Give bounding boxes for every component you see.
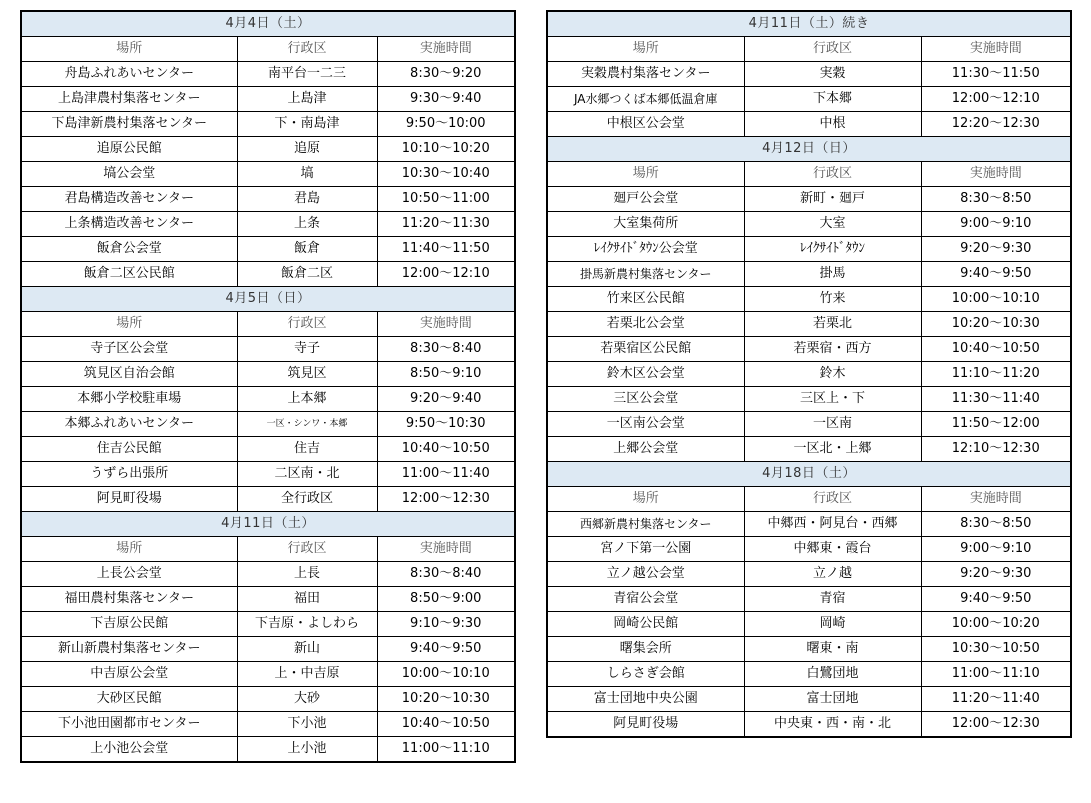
time-cell: 11:40～11:50 xyxy=(377,237,515,262)
district-cell: 下吉原・よしわら xyxy=(237,612,377,637)
district-cell: 一区南 xyxy=(744,412,921,437)
time-cell: 11:50～12:00 xyxy=(921,412,1071,437)
place-cell: 塙公会堂 xyxy=(21,162,237,187)
col-header-place: 場所 xyxy=(21,312,237,337)
time-cell: 11:30～11:50 xyxy=(921,62,1071,87)
date-header: 4月4日（土） xyxy=(21,11,515,37)
place-cell: 新山新農村集落センター xyxy=(21,637,237,662)
place-cell: 岡崎公民館 xyxy=(547,612,744,637)
col-header-time: 実施時間 xyxy=(377,37,515,62)
district-cell: 君島 xyxy=(237,187,377,212)
time-cell: 8:30～8:50 xyxy=(921,187,1071,212)
time-cell: 11:00～11:10 xyxy=(921,662,1071,687)
table-row xyxy=(21,687,515,712)
district-cell: 飯倉 xyxy=(237,237,377,262)
col-header-place: 場所 xyxy=(547,162,744,187)
place-cell: 富士団地中央公園 xyxy=(547,687,744,712)
time-cell: 11:20～11:30 xyxy=(377,212,515,237)
table-row xyxy=(547,612,1071,637)
place-cell: 中根区公会堂 xyxy=(547,112,744,137)
time-cell: 8:30～9:20 xyxy=(377,62,515,87)
table-row xyxy=(21,612,515,637)
table-row xyxy=(21,587,515,612)
place-cell: 寺子区公会堂 xyxy=(21,337,237,362)
table-row xyxy=(21,237,515,262)
district-cell: 曙東・南 xyxy=(744,637,921,662)
table-row xyxy=(21,87,515,112)
table-row xyxy=(547,412,1071,437)
place-cell: 鈴木区公会堂 xyxy=(547,362,744,387)
place-cell: 本郷ふれあいセンター xyxy=(21,412,237,437)
district-cell: 南平台一二三 xyxy=(237,62,377,87)
section-apr18 xyxy=(547,462,1071,738)
time-cell: 9:20～9:30 xyxy=(921,562,1071,587)
district-cell: 上島津 xyxy=(237,87,377,112)
time-cell: 10:30～10:50 xyxy=(921,637,1071,662)
district-cell: 追原 xyxy=(237,137,377,162)
col-header-time: 実施時間 xyxy=(377,312,515,337)
table-row xyxy=(21,137,515,162)
place-cell: 若栗北公会堂 xyxy=(547,312,744,337)
time-cell: 9:40～9:50 xyxy=(921,587,1071,612)
time-cell: 12:00～12:10 xyxy=(377,262,515,287)
section-apr4 xyxy=(21,11,515,287)
place-cell: 阿見町役場 xyxy=(21,487,237,512)
time-cell: 9:40～9:50 xyxy=(921,262,1071,287)
table-row xyxy=(547,87,1071,112)
time-cell: 11:20～11:40 xyxy=(921,687,1071,712)
place-cell: 筑見区自治会館 xyxy=(21,362,237,387)
col-header-district: 行政区 xyxy=(237,312,377,337)
time-cell: 10:10～10:20 xyxy=(377,137,515,162)
table-row xyxy=(547,512,1071,537)
time-cell: 10:40～10:50 xyxy=(377,712,515,737)
district-cell: 上本郷 xyxy=(237,387,377,412)
time-cell: 9:50～10:00 xyxy=(377,112,515,137)
time-cell: 9:10～9:30 xyxy=(377,612,515,637)
place-cell: 福田農村集落センター xyxy=(21,587,237,612)
table-row xyxy=(547,387,1071,412)
district-cell: 上・中吉原 xyxy=(237,662,377,687)
district-cell: 下小池 xyxy=(237,712,377,737)
col-header-district: 行政区 xyxy=(744,162,921,187)
place-cell: 若栗宿区公民館 xyxy=(547,337,744,362)
table-row xyxy=(547,112,1071,137)
district-cell: 二区南・北 xyxy=(237,462,377,487)
section-apr11 xyxy=(21,512,515,763)
district-cell: 中央東・西・南・北 xyxy=(744,712,921,738)
district-cell: ﾚｲｸｻｲﾄﾞﾀｳﾝ xyxy=(744,237,921,262)
table-row xyxy=(21,412,515,437)
place-cell: 大室集荷所 xyxy=(547,212,744,237)
place-cell: ﾚｲｸｻｲﾄﾞﾀｳﾝ公会堂 xyxy=(547,237,744,262)
district-cell: 若栗宿・西方 xyxy=(744,337,921,362)
place-cell: 舟島ふれあいセンター xyxy=(21,62,237,87)
time-cell: 9:50～10:30 xyxy=(377,412,515,437)
district-cell: 全行政区 xyxy=(237,487,377,512)
date-header: 4月11日（土）続き xyxy=(547,11,1071,37)
table-row xyxy=(21,62,515,87)
col-header-place: 場所 xyxy=(21,37,237,62)
place-cell: 廻戸公会堂 xyxy=(547,187,744,212)
time-cell: 9:00～9:10 xyxy=(921,212,1071,237)
col-header-district: 行政区 xyxy=(237,537,377,562)
place-cell: しらさぎ会館 xyxy=(547,662,744,687)
table-row xyxy=(21,162,515,187)
table-row xyxy=(547,362,1071,387)
table-row xyxy=(21,362,515,387)
date-header: 4月18日（土） xyxy=(547,462,1071,487)
col-header-time: 実施時間 xyxy=(921,37,1071,62)
time-cell: 11:00～11:40 xyxy=(377,462,515,487)
district-cell: 中郷東・霞台 xyxy=(744,537,921,562)
table-row xyxy=(547,587,1071,612)
place-cell: 上島津農村集落センター xyxy=(21,87,237,112)
table-row xyxy=(21,112,515,137)
time-cell: 9:40～9:50 xyxy=(377,637,515,662)
place-cell: 上郷公会堂 xyxy=(547,437,744,462)
table-row xyxy=(21,187,515,212)
district-cell: 新山 xyxy=(237,637,377,662)
time-cell: 10:00～10:10 xyxy=(921,287,1071,312)
district-cell: 大砂 xyxy=(237,687,377,712)
district-cell: 岡崎 xyxy=(744,612,921,637)
time-cell: 8:50～9:00 xyxy=(377,587,515,612)
time-cell: 12:00～12:30 xyxy=(921,712,1071,738)
table-row xyxy=(21,262,515,287)
place-cell: 掛馬新農村集落センター xyxy=(547,262,744,287)
table-row xyxy=(21,387,515,412)
table-row xyxy=(547,212,1071,237)
time-cell: 8:30～8:40 xyxy=(377,337,515,362)
time-cell: 10:00～10:10 xyxy=(377,662,515,687)
table-row xyxy=(21,437,515,462)
place-cell: 飯倉二区公民館 xyxy=(21,262,237,287)
time-cell: 12:10～12:30 xyxy=(921,437,1071,462)
table-row xyxy=(547,687,1071,712)
time-cell: 8:30～8:50 xyxy=(921,512,1071,537)
time-cell: 12:00～12:30 xyxy=(377,487,515,512)
place-cell: 本郷小学校駐車場 xyxy=(21,387,237,412)
schedule-table-left xyxy=(20,10,516,763)
table-row xyxy=(547,62,1071,87)
place-cell: 下小池田園都市センター xyxy=(21,712,237,737)
district-cell: 新町・廻戸 xyxy=(744,187,921,212)
district-cell: 白鷺団地 xyxy=(744,662,921,687)
table-row xyxy=(547,237,1071,262)
place-cell: 竹来区公民館 xyxy=(547,287,744,312)
district-cell: 実穀 xyxy=(744,62,921,87)
col-header-time: 実施時間 xyxy=(921,162,1071,187)
place-cell: 中吉原公会堂 xyxy=(21,662,237,687)
place-cell: 大砂区民館 xyxy=(21,687,237,712)
place-cell: JA水郷つくば本郷低温倉庫 xyxy=(547,87,744,112)
district-cell: 塙 xyxy=(237,162,377,187)
time-cell: 10:00～10:20 xyxy=(921,612,1071,637)
date-header: 4月5日（日） xyxy=(21,287,515,312)
time-cell: 9:30～9:40 xyxy=(377,87,515,112)
table-row xyxy=(21,712,515,737)
table-row xyxy=(21,662,515,687)
district-cell: 福田 xyxy=(237,587,377,612)
date-header: 4月11日（土） xyxy=(21,512,515,537)
time-cell: 10:20～10:30 xyxy=(921,312,1071,337)
date-header: 4月12日（日） xyxy=(547,137,1071,162)
col-header-time: 実施時間 xyxy=(921,487,1071,512)
table-row xyxy=(547,712,1071,738)
place-cell: 宮ノ下第一公園 xyxy=(547,537,744,562)
table-row xyxy=(547,337,1071,362)
district-cell: 住吉 xyxy=(237,437,377,462)
district-cell: 青宿 xyxy=(744,587,921,612)
district-cell: 上条 xyxy=(237,212,377,237)
time-cell: 11:30～11:40 xyxy=(921,387,1071,412)
time-cell: 11:00～11:10 xyxy=(377,737,515,763)
table-row xyxy=(547,637,1071,662)
place-cell: 上小池公会堂 xyxy=(21,737,237,763)
col-header-place: 場所 xyxy=(547,487,744,512)
place-cell: 君島構造改善センター xyxy=(21,187,237,212)
place-cell: 阿見町役場 xyxy=(547,712,744,738)
col-header-district: 行政区 xyxy=(744,487,921,512)
district-cell: 竹来 xyxy=(744,287,921,312)
place-cell: 下吉原公民館 xyxy=(21,612,237,637)
time-cell: 9:00～9:10 xyxy=(921,537,1071,562)
place-cell: 西郷新農村集落センター xyxy=(547,512,744,537)
place-cell: 青宿公会堂 xyxy=(547,587,744,612)
section-apr11-cont xyxy=(547,11,1071,137)
table-row xyxy=(547,437,1071,462)
col-header-time: 実施時間 xyxy=(377,537,515,562)
district-cell: 飯倉二区 xyxy=(237,262,377,287)
place-cell: 上条構造改善センター xyxy=(21,212,237,237)
time-cell: 11:10～11:20 xyxy=(921,362,1071,387)
district-cell: 上小池 xyxy=(237,737,377,763)
col-header-district: 行政区 xyxy=(237,37,377,62)
time-cell: 10:40～10:50 xyxy=(921,337,1071,362)
time-cell: 8:50～9:10 xyxy=(377,362,515,387)
district-cell: 富士団地 xyxy=(744,687,921,712)
table-row xyxy=(21,737,515,763)
place-cell: 下島津新農村集落センター xyxy=(21,112,237,137)
time-cell: 9:20～9:30 xyxy=(921,237,1071,262)
district-cell: 一区・シンワ・本郷 xyxy=(237,412,377,437)
table-row xyxy=(547,262,1071,287)
district-cell: 三区上・下 xyxy=(744,387,921,412)
place-cell: 立ノ越公会堂 xyxy=(547,562,744,587)
section-apr12 xyxy=(547,137,1071,462)
table-row xyxy=(21,562,515,587)
table-row xyxy=(547,187,1071,212)
time-cell: 10:50～11:00 xyxy=(377,187,515,212)
schedule-table-right xyxy=(546,10,1072,738)
time-cell: 12:20～12:30 xyxy=(921,112,1071,137)
table-row xyxy=(21,487,515,512)
place-cell: 実穀農村集落センター xyxy=(547,62,744,87)
place-cell: 住吉公民館 xyxy=(21,437,237,462)
table-row xyxy=(21,462,515,487)
district-cell: 中郷西・阿見台・西郷 xyxy=(744,512,921,537)
district-cell: 鈴木 xyxy=(744,362,921,387)
table-row xyxy=(21,337,515,362)
place-cell: 追原公民館 xyxy=(21,137,237,162)
time-cell: 10:40～10:50 xyxy=(377,437,515,462)
time-cell: 9:20～9:40 xyxy=(377,387,515,412)
time-cell: 12:00～12:10 xyxy=(921,87,1071,112)
district-cell: 中根 xyxy=(744,112,921,137)
district-cell: 立ノ越 xyxy=(744,562,921,587)
time-cell: 10:20～10:30 xyxy=(377,687,515,712)
table-row xyxy=(547,312,1071,337)
section-apr5 xyxy=(21,287,515,512)
district-cell: 下本郷 xyxy=(744,87,921,112)
district-cell: 若栗北 xyxy=(744,312,921,337)
table-row xyxy=(21,637,515,662)
col-header-place: 場所 xyxy=(547,37,744,62)
district-cell: 上長 xyxy=(237,562,377,587)
place-cell: 上長公会堂 xyxy=(21,562,237,587)
district-cell: 掛馬 xyxy=(744,262,921,287)
table-row xyxy=(21,212,515,237)
district-cell: 寺子 xyxy=(237,337,377,362)
table-row xyxy=(547,662,1071,687)
col-header-district: 行政区 xyxy=(744,37,921,62)
district-cell: 筑見区 xyxy=(237,362,377,387)
place-cell: うずら出張所 xyxy=(21,462,237,487)
col-header-place: 場所 xyxy=(21,537,237,562)
table-row xyxy=(547,562,1071,587)
place-cell: 飯倉公会堂 xyxy=(21,237,237,262)
table-row xyxy=(547,537,1071,562)
time-cell: 10:30～10:40 xyxy=(377,162,515,187)
table-row xyxy=(547,287,1071,312)
district-cell: 下・南島津 xyxy=(237,112,377,137)
place-cell: 一区南公会堂 xyxy=(547,412,744,437)
place-cell: 三区公会堂 xyxy=(547,387,744,412)
district-cell: 一区北・上郷 xyxy=(744,437,921,462)
time-cell: 8:30～8:40 xyxy=(377,562,515,587)
district-cell: 大室 xyxy=(744,212,921,237)
place-cell: 曙集会所 xyxy=(547,637,744,662)
